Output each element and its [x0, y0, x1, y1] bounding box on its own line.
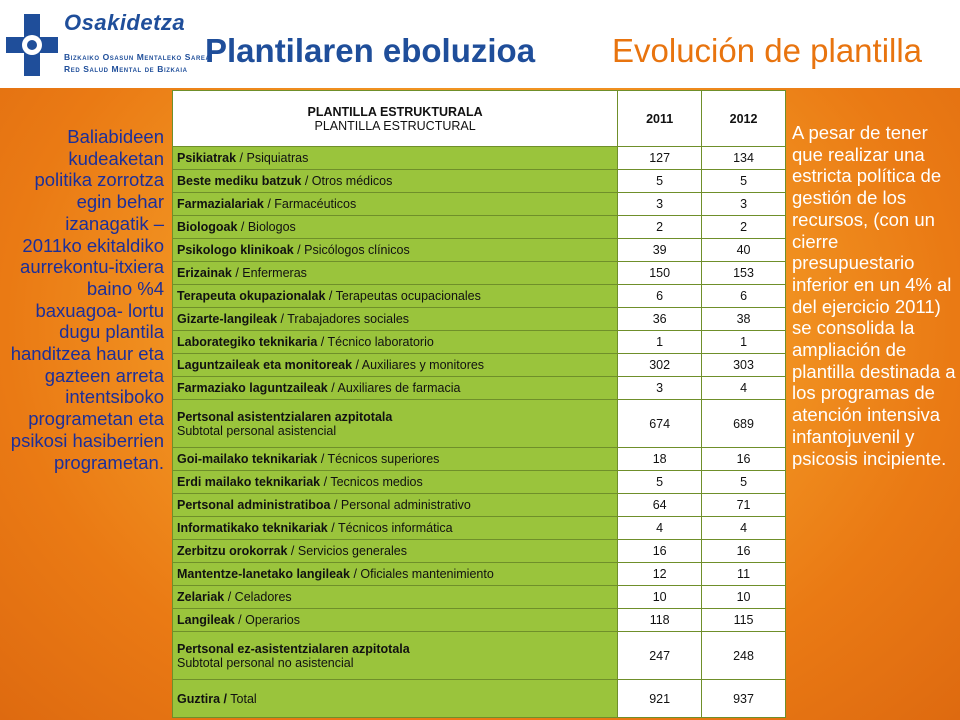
value-2012: 16 [702, 540, 786, 563]
table-row [173, 609, 786, 632]
label-es: / Técnico laboratorio [317, 335, 434, 349]
org-subtitle-es: Red Salud Mental de Bizkaia [64, 64, 188, 74]
row-label [173, 331, 618, 354]
label-es: / Servicios generales [287, 544, 407, 558]
label-eu: Biologoak [177, 220, 238, 234]
table-row [173, 494, 786, 517]
table-row [173, 308, 786, 331]
value-2012: 5 [702, 170, 786, 193]
value-2011: 4 [618, 517, 702, 540]
table-row [173, 377, 786, 400]
label-es: / Personal administrativo [330, 498, 471, 512]
value-2011: 3 [618, 193, 702, 216]
value-2011: 921 [618, 680, 702, 718]
row-label [173, 632, 618, 680]
header-2011: 2011 [618, 91, 702, 147]
table-row [173, 586, 786, 609]
label-es: / Terapeutas ocupacionales [325, 289, 481, 303]
table-row [173, 216, 786, 239]
row-label [173, 216, 618, 239]
label-eu: Erdi mailako teknikariak [177, 475, 321, 489]
label-es: / Técnicos informática [327, 521, 453, 535]
value-2011: 10 [618, 586, 702, 609]
table-row [173, 147, 786, 170]
label-es: / Biologos [237, 220, 296, 234]
value-2012: 38 [702, 308, 786, 331]
label-eu: Pertsonal asistentzialaren azpitotala [177, 409, 393, 424]
row-label [173, 308, 618, 331]
value-2012: 248 [702, 632, 786, 680]
value-2011: 150 [618, 262, 702, 285]
label-eu: Goi-mailako teknikariak [177, 452, 318, 466]
label-eu: Psikiatrak [177, 151, 237, 165]
row-label [173, 680, 618, 718]
value-2012: 16 [702, 448, 786, 471]
row-label [173, 377, 618, 400]
value-2012: 2 [702, 216, 786, 239]
label-es: Subtotal personal no asistencial [177, 655, 354, 670]
osakidetza-logo-icon [6, 14, 58, 76]
label-es: / Tecnicos medios [320, 475, 423, 489]
table-row [173, 262, 786, 285]
subtotal-row [173, 632, 786, 680]
table-row [173, 563, 786, 586]
label-eu: Farmazialariak [177, 197, 264, 211]
label-es: / Farmacéuticos [263, 197, 357, 211]
left-paragraph-eu: Baliabideen kudeaketan politika zorrotza egin behar izanagatik – 2011ko ekitaldiko aurrekontu-itxiera baino %4 baxuagoa- lortu dugu plantila handitzea haur eta gazteen arreta intentsiboko programetan eta psikosi hasiberrien programetan. [10, 126, 164, 473]
row-label [173, 262, 618, 285]
table-header-label [173, 91, 618, 147]
row-label [173, 563, 618, 586]
label-es: / Auxiliares de farmacia [327, 381, 461, 395]
value-2012: 3 [702, 193, 786, 216]
table-row [173, 239, 786, 262]
row-label [173, 540, 618, 563]
table-row [173, 193, 786, 216]
row-label [173, 239, 618, 262]
row-label [173, 400, 618, 448]
label-es: / Operarios [234, 613, 300, 627]
page-title-eu: Plantilaren eboluzioa [205, 32, 536, 69]
label-eu: Zerbitzu orokorrak [177, 544, 288, 558]
value-2012: 10 [702, 586, 786, 609]
value-2012: 134 [702, 147, 786, 170]
label-eu: Gizarte-langileak [177, 312, 278, 326]
header-eu: PLANTILLA ESTRUKTURALA [307, 104, 483, 119]
label-eu: Erizainak [177, 266, 232, 280]
value-2011: 118 [618, 609, 702, 632]
label-eu: Pertsonal administratiboa [177, 498, 331, 512]
value-2011: 39 [618, 239, 702, 262]
label-eu: Terapeuta okupazionalak [177, 289, 326, 303]
table-row [173, 285, 786, 308]
value-2011: 2 [618, 216, 702, 239]
label-es: / Enfermeras [231, 266, 307, 280]
value-2012: 4 [702, 517, 786, 540]
subtotal-row [173, 400, 786, 448]
value-2011: 5 [618, 170, 702, 193]
value-2012: 153 [702, 262, 786, 285]
row-label [173, 517, 618, 540]
row-label [173, 448, 618, 471]
label-eu: Farmaziako laguntzaileak [177, 381, 328, 395]
right-paragraph-es: A pesar de tener que realizar una estricta política de gestión de los recursos, (con un cierre presupuestario inferior en un 4% al del ejercicio 2011) se consolida la ampliación de plantilla destinada a los programas de atención intensiva infantojuvenil y psicosis incipiente. [792, 122, 956, 469]
header-bar [0, 0, 960, 88]
value-2012: 115 [702, 609, 786, 632]
value-2012: 11 [702, 563, 786, 586]
row-label [173, 285, 618, 308]
label-eu: Psikologo klinikoak [177, 243, 294, 257]
label-eu: Informatikako teknikariak [177, 521, 328, 535]
value-2012: 937 [702, 680, 786, 718]
label-es: / Psicólogos clínicos [293, 243, 410, 257]
label-es: Subtotal personal asistencial [177, 423, 337, 438]
value-2011: 127 [618, 147, 702, 170]
label-eu: Laborategiko teknikaria [177, 335, 318, 349]
value-2012: 40 [702, 239, 786, 262]
label-eu: Laguntzaileak eta monitoreak [177, 358, 353, 372]
org-name: Osakidetza [64, 10, 186, 35]
value-2011: 36 [618, 308, 702, 331]
label-eu: Zelariak [177, 590, 225, 604]
table-row [173, 354, 786, 377]
table-row [173, 517, 786, 540]
value-2012: 303 [702, 354, 786, 377]
value-2012: 4 [702, 377, 786, 400]
label-es: / Técnicos superiores [317, 452, 440, 466]
value-2011: 1 [618, 331, 702, 354]
table-row [173, 448, 786, 471]
row-label [173, 354, 618, 377]
label-eu: Langileak [177, 613, 235, 627]
label-eu: Mantentze-lanetako langileak [177, 567, 350, 581]
value-2011: 302 [618, 354, 702, 377]
value-2012: 5 [702, 471, 786, 494]
label-es: / Oficiales mantenimiento [349, 567, 494, 581]
label-es: Total [227, 691, 257, 706]
value-2011: 6 [618, 285, 702, 308]
value-2011: 64 [618, 494, 702, 517]
label-es: / Celadores [224, 590, 292, 604]
label-es: / Auxiliares y monitores [352, 358, 485, 372]
value-2012: 689 [702, 400, 786, 448]
row-label [173, 471, 618, 494]
row-label [173, 494, 618, 517]
page-title-es: Evolución de plantilla [612, 32, 923, 69]
value-2011: 3 [618, 377, 702, 400]
value-2012: 6 [702, 285, 786, 308]
org-subtitle-eu: Bizkaiko Osasun Mentaleko Sarea [64, 52, 211, 62]
table-row [173, 170, 786, 193]
value-2012: 71 [702, 494, 786, 517]
label-es: / Trabajadores sociales [277, 312, 410, 326]
row-label [173, 170, 618, 193]
staff-table [172, 90, 786, 718]
total-row [173, 680, 786, 718]
row-label [173, 586, 618, 609]
row-label [173, 147, 618, 170]
row-label [173, 193, 618, 216]
header-2012: 2012 [702, 91, 786, 147]
label-eu: Guztira / [177, 691, 228, 706]
value-2011: 16 [618, 540, 702, 563]
value-2011: 12 [618, 563, 702, 586]
label-es: / Otros médicos [301, 174, 393, 188]
value-2012: 1 [702, 331, 786, 354]
header-es: PLANTILLA ESTRUCTURAL [314, 118, 476, 133]
row-label [173, 609, 618, 632]
value-2011: 674 [618, 400, 702, 448]
label-es: / Psiquiatras [236, 151, 309, 165]
table-row [173, 331, 786, 354]
table-row [173, 471, 786, 494]
table-row [173, 540, 786, 563]
label-eu: Pertsonal ez-asistentzialaren azpitotala [177, 641, 410, 656]
value-2011: 247 [618, 632, 702, 680]
value-2011: 18 [618, 448, 702, 471]
value-2011: 5 [618, 471, 702, 494]
label-eu: Beste mediku batzuk [177, 174, 302, 188]
